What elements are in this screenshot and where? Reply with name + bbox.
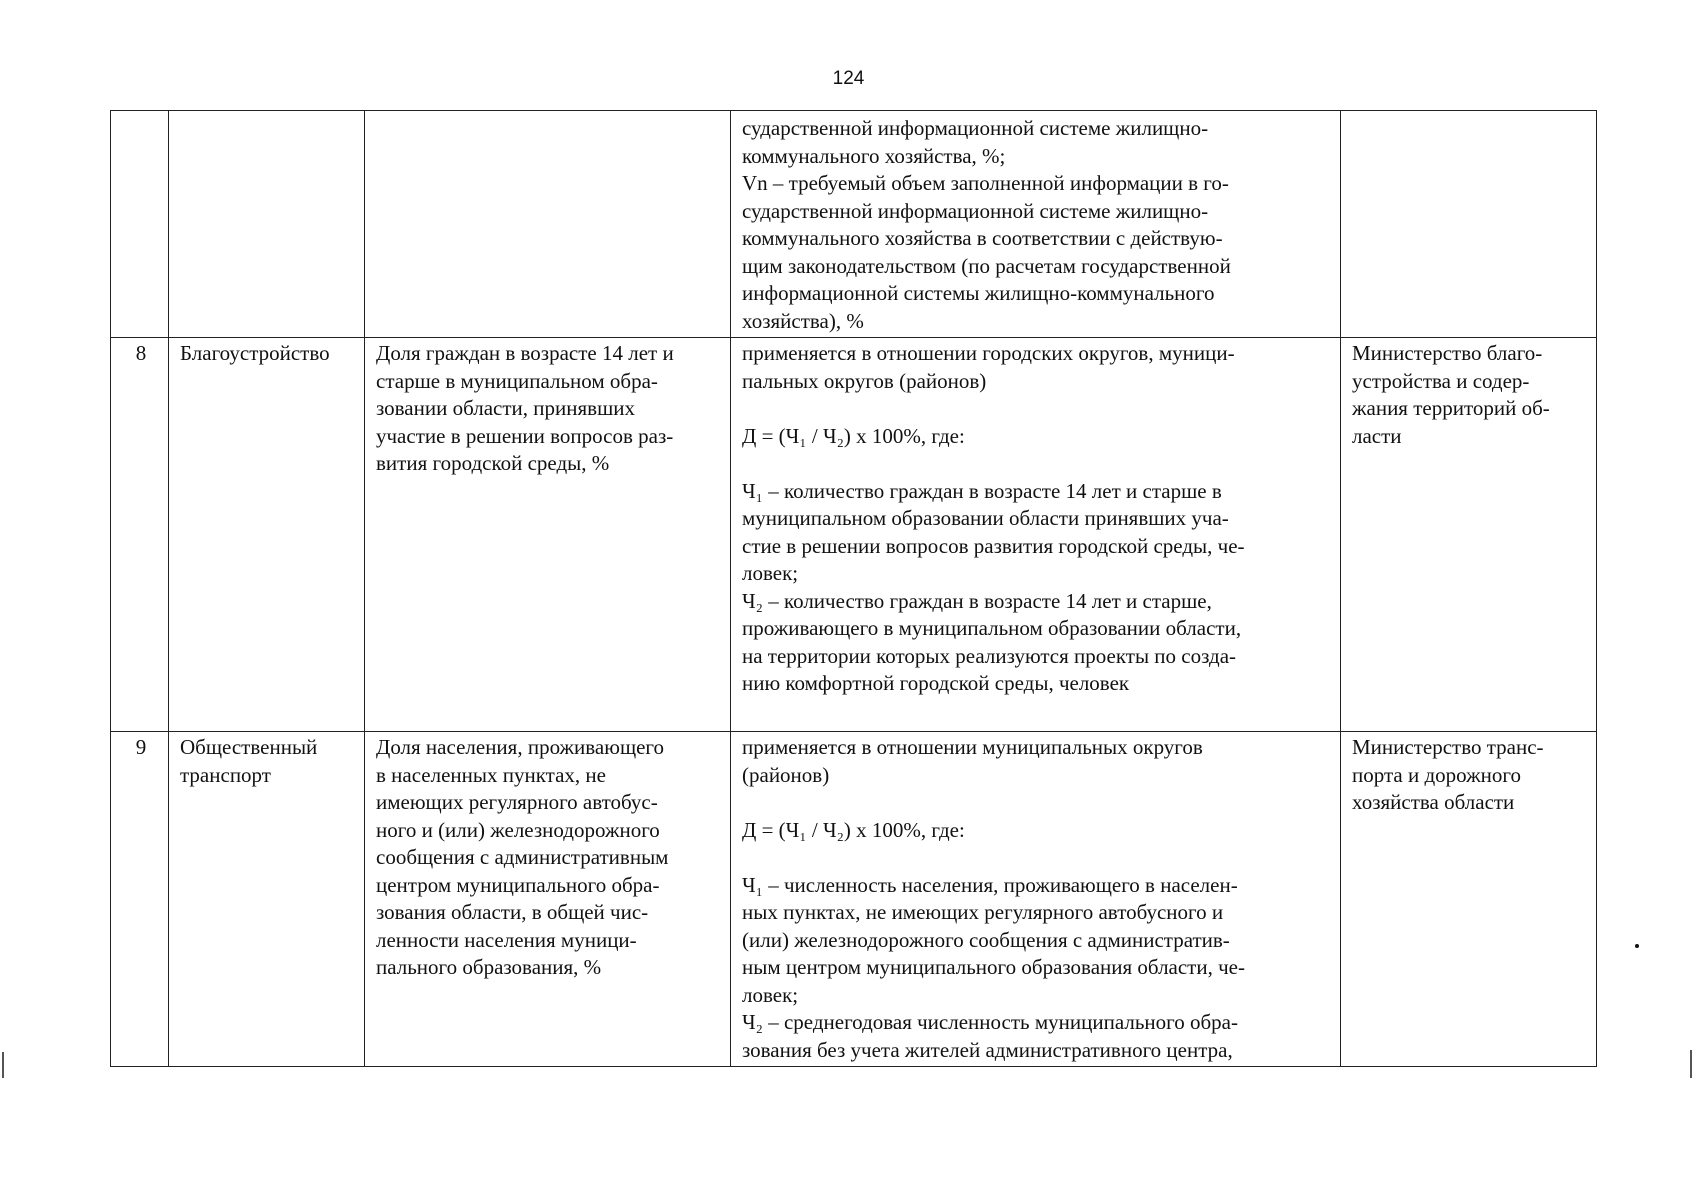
responsible-body-cell xyxy=(1341,111,1597,338)
text-line: Министерство транс- xyxy=(1352,735,1544,759)
text-line: (районов) xyxy=(742,762,830,787)
text-line: сообщения с административным xyxy=(376,845,669,869)
text-line: имеющих регулярного автобус- xyxy=(376,790,658,814)
responsible-body-cell xyxy=(1341,732,1597,1067)
text-line: транспорт xyxy=(180,762,271,787)
text-line: ного и (или) железнодорожного xyxy=(376,817,660,842)
blank-line xyxy=(742,450,1332,478)
table-row xyxy=(111,338,1597,732)
indicator-cell xyxy=(365,111,731,338)
text-line: зования области, в общей чис- xyxy=(376,900,649,924)
text-line: сударственной информационной системе жилищно- xyxy=(742,116,1209,140)
text-line: информационной системы жилищно-коммунального xyxy=(742,281,1215,305)
sphere-name-cell xyxy=(169,111,365,338)
calculation-method-cell xyxy=(731,111,1341,338)
blank-line xyxy=(742,395,1332,423)
text-line: зования без учета жителей административного центра, xyxy=(742,1037,1233,1062)
text-line: коммунального хозяйства в соответствии с действую- xyxy=(742,226,1223,250)
table-body xyxy=(111,111,1597,1067)
text-line: Министерство благо- xyxy=(1352,341,1543,365)
sphere-name-cell xyxy=(169,732,365,1067)
text-line: порта и дорожного xyxy=(1352,762,1521,787)
calculation-method-cell xyxy=(731,732,1341,1067)
text-line: ловек; xyxy=(742,982,799,1007)
text-line: (или) железнодорожного сообщения с административ- xyxy=(742,927,1230,952)
text-line: Ч₂ – количество граждан в возрасте 14 лет и старше, xyxy=(742,588,1212,613)
text-line: ным центром муниципального образования области, че- xyxy=(742,955,1245,979)
text-line: сударственной информационной системе жилищно- xyxy=(742,198,1209,223)
text-line: ных пунктах, не имеющих регулярного автобусного и xyxy=(742,900,1224,924)
text-line: Ч₁ – численность населения, проживающего в населен- xyxy=(742,872,1238,897)
text-line: пального образования, % xyxy=(376,955,602,979)
text-line: на территории которых реализуются проекты по созда- xyxy=(742,643,1237,668)
text-line: стие в решении вопросов развития городской среды, че- xyxy=(742,533,1245,558)
text-line: устройства и содер- xyxy=(1352,368,1530,393)
calculation-method-cell xyxy=(731,338,1341,732)
text-line: жания территорий об- xyxy=(1352,396,1550,420)
text-line: Доля населения, проживающего xyxy=(376,735,665,759)
blank-line xyxy=(742,789,1332,817)
text-line: Благоустройство xyxy=(180,341,330,365)
scan-edge-mark-right xyxy=(1690,1050,1692,1078)
text-line: пальных округов (районов) xyxy=(742,368,987,393)
text-line: применяется в отношении муниципальных округов xyxy=(742,735,1203,759)
text-line: муниципальном образовании области принявших уча- xyxy=(742,506,1229,530)
text-line: ленности населения муници- xyxy=(376,927,637,952)
indicator-cell xyxy=(365,338,731,732)
text-line: ловек; xyxy=(742,561,799,585)
text-line: щим законодательством (по расчетам государственной xyxy=(742,253,1231,278)
text-line: нию комфортной городской среды, человек xyxy=(742,671,1130,695)
text-line: центром муниципального обра- xyxy=(376,872,660,897)
table-row xyxy=(111,111,1597,338)
blank-line xyxy=(742,844,1332,872)
scan-speck xyxy=(1635,944,1639,948)
text-line: вития городской среды, % xyxy=(376,451,610,475)
sphere-name-cell xyxy=(169,338,365,732)
row-number: 8 xyxy=(135,341,147,365)
responsible-body-cell xyxy=(1341,338,1597,732)
text-line: старше в муниципальном обра- xyxy=(376,368,658,393)
row-number-cell xyxy=(111,338,169,732)
text-line: участие в решении вопросов раз- xyxy=(376,423,674,448)
indicator-cell xyxy=(365,732,731,1067)
text-line: Д = (Ч₁ / Ч₂) х 100%, где: xyxy=(742,423,965,448)
text-line: Д = (Ч₁ / Ч₂) х 100%, где: xyxy=(742,817,965,842)
text-line: ласти xyxy=(1352,423,1402,448)
text-line: Общественный xyxy=(180,735,318,759)
text-line: Доля граждан в возрасте 14 лет и xyxy=(376,341,674,365)
text-line: хозяйства), % xyxy=(742,308,864,333)
row-number-cell xyxy=(111,111,169,338)
text-line: применяется в отношении городских округов, муници- xyxy=(742,341,1235,365)
text-line: Ч₁ – количество граждан в возрасте 14 лет и старше в xyxy=(742,478,1222,503)
row-number-cell xyxy=(111,732,169,1067)
scan-edge-mark-left xyxy=(2,1052,4,1078)
indicators-table xyxy=(110,110,1597,1067)
text-line: Vn – требуемый объем заполненной информации в го- xyxy=(742,171,1229,195)
text-line: в населенных пунктах, не xyxy=(376,762,606,787)
text-line: проживающего в муниципальном образовании области, xyxy=(742,616,1242,640)
page-number: 124 xyxy=(832,68,865,89)
text-line: коммунального хозяйства, %; xyxy=(742,143,1006,168)
text-line: хозяйства области xyxy=(1352,790,1515,814)
text-line: зовании области, принявших xyxy=(376,396,635,420)
text-line: Ч₂ – среднегодовая численность муниципального обра- xyxy=(742,1010,1238,1034)
row-number: 9 xyxy=(135,735,147,759)
table-row xyxy=(111,732,1597,1067)
